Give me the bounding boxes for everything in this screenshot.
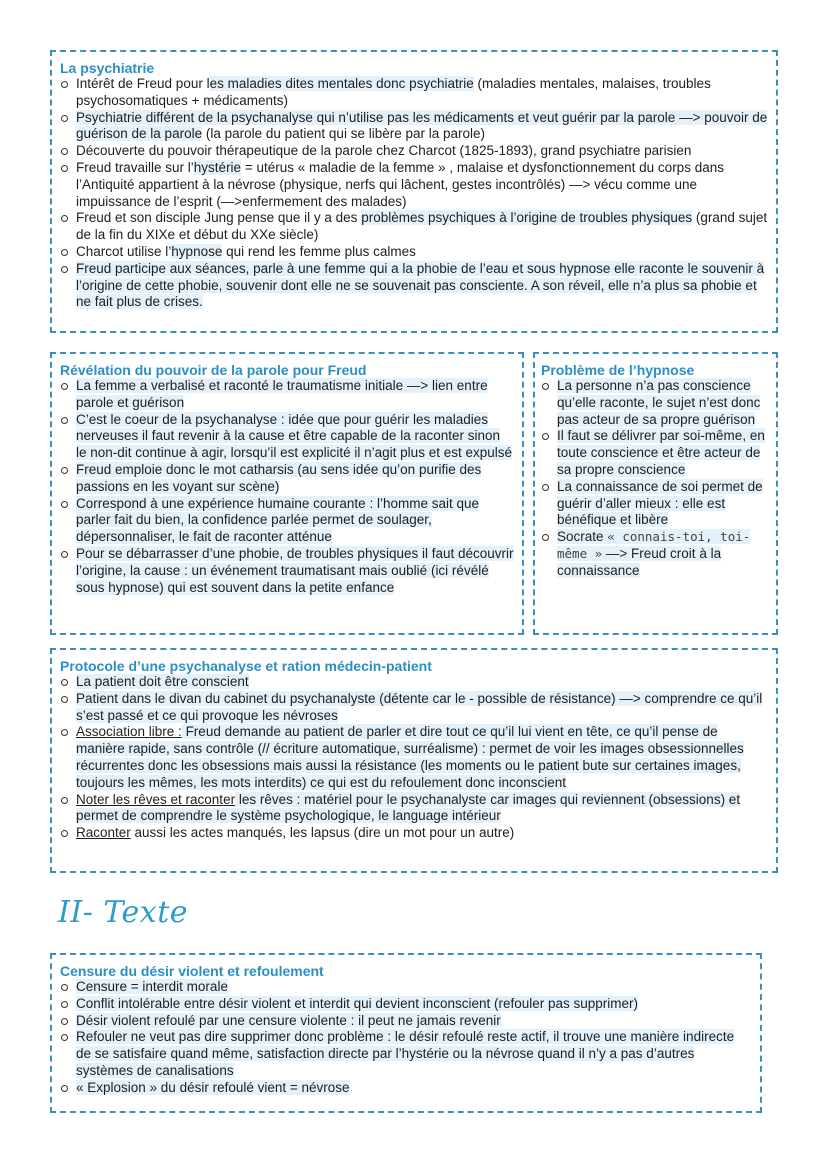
- list-item: Refouler ne veut pas dire supprimer donc problème : le désir refoulé reste actif, il trouve une manière indirecte de se satisfaire quand même, satisfaction directe par l’hystérie ou la névrose quand il n’y a pas d’autres systèmes de canalisations: [60, 1029, 752, 1079]
- list-item: Raconter aussi les actes manqués, les lapsus (dire un mot pour un autre): [60, 825, 768, 842]
- list-item: Socrate « connais-toi, toi-même » —> Freud croit à la connaissance: [541, 529, 770, 579]
- section-title: Problème de l’hypnose: [541, 362, 695, 378]
- section-title: Censure du désir violent et refoulement: [60, 963, 324, 979]
- list-item: Conflit intolérable entre désir violent et interdit qui devient inconscient (refouler pas supprimer): [60, 996, 752, 1013]
- list-item: Intérêt de Freud pour les maladies dites mentales donc psychiatrie (maladies mentales, malaises, troubles psychosomatiques + médicaments): [60, 76, 768, 110]
- list-item: La patient doit être conscient: [60, 674, 768, 691]
- section-title: Protocole d’une psychanalyse et ration médecin-patient: [60, 658, 432, 674]
- list-item: Patient dans le divan du cabinet du psychanalyste (détente car le - possible de résistance) —> comprendre ce qu’il s’est passé et ce qui provoque les névroses: [60, 691, 768, 725]
- list-item: Charcot utilise l’hypnose qui rend les femme plus calmes: [60, 244, 768, 261]
- list-item: La femme a verbalisé et raconté le traumatisme initiale —> lien entre parole et guérison: [60, 378, 514, 412]
- section-probleme-hypnose: [533, 352, 778, 635]
- list-item: Censure = interdit morale: [60, 979, 752, 996]
- list-item: Noter les rêves et raconter les rêves : matériel pour le psychanalyste car images qui reviennent (obsessions) et permet de comprendre le système psychologique, le language intérieur: [60, 792, 768, 826]
- list-item: Association libre : Freud demande au patient de parler et dire tout ce qu’il lui vient en tête, ce qu’il pense de manière rapide, sans contrôle (// écriture automatique, surréalisme) : permet de voir les images obsessionnelles récurrentes donc les obsessions mais aussi la résistance (les moments ou le patient bute sur certaines images, toujours les mêmes, les mots interdits) ce qui est du refoulement donc inconscient: [60, 724, 768, 791]
- section-title: La psychiatrie: [60, 60, 155, 76]
- list-item: Pour se débarrasser d’une phobie, de troubles physiques il faut découvrir l’origine, la cause : un événement traumatisant mais oublié (ici révélé sous hypnose) qui est souvent dans la petite enfance: [60, 546, 514, 596]
- section-censure: [50, 953, 762, 1113]
- section-protocole: [50, 648, 778, 873]
- section-title: Révélation du pouvoir de la parole pour Freud: [60, 362, 367, 378]
- list-item: La connaissance de soi permet de guérir d’aller mieux : elle est bénéfique et libère: [541, 479, 770, 529]
- list-item: La personne n’a pas conscience qu’elle raconte, le sujet n’est donc pas acteur de sa propre guérison: [541, 378, 770, 428]
- list-item: Freud et son disciple Jung pense que il y a des problèmes psychiques à l’origine de troubles physiques (grand sujet de la fin du XIXe et début du XXe siècle): [60, 210, 768, 244]
- section-heading: II- Texte: [58, 895, 189, 930]
- list-item: Freud emploie donc le mot catharsis (au sens idée qu’on purifie des passions en les voyant sur scène): [60, 462, 514, 496]
- list-item: C’est le coeur de la psychanalyse : idée que pour guérir les maladies nerveuses il faut revenir à la cause et être capable de la raconter sinon le non-dit continue à agir, lorsqu’il est explicité il n’agit plus et est expulsé: [60, 412, 514, 462]
- list-item: « Explosion » du désir refoulé vient = névrose: [60, 1080, 752, 1097]
- list-item: Il faut se délivrer par soi-même, en toute conscience et être acteur de sa propre conscience: [541, 428, 770, 478]
- list-item: Freud travaille sur l’hystérie = utérus « maladie de la femme » , malaise et dysfonctionnement du corps dans l’Antiquité appartient à la névrose (physique, nerfs qui lâchent, gestes incontrôlés) —> vécu comme une impuissance de l’esprit (—>enfermement des malades): [60, 160, 768, 210]
- section-psychiatrie: [50, 50, 778, 333]
- section-revelation-parole: [50, 352, 524, 635]
- list-item: Freud participe aux séances, parle à une femme qui a la phobie de l’eau et sous hypnose elle raconte le souvenir à l’origine de cette phobie, souvenir dont elle ne se souvenait pas consciente. A son réveil, elle n’a plus sa phobie et ne fait plus de crises.: [60, 261, 768, 311]
- list-item: Psychiatrie différent de la psychanalyse qui n’utilise pas les médicaments et veut guérir par la parole —> pouvoir de guérison de la parole (la parole du patient qui se libère par la parole): [60, 110, 768, 144]
- list-item: Correspond à une expérience humaine courante : l’homme sait que parler fait du bien, la confidence parlée permet de soulager, dépersonnaliser, le fait de raconter atténue: [60, 496, 514, 546]
- list-item: Désir violent refoulé par une censure violente : il peut ne jamais revenir: [60, 1013, 752, 1030]
- list-item: Découverte du pouvoir thérapeutique de la parole chez Charcot (1825-1893), grand psychiatre parisien: [60, 143, 768, 160]
